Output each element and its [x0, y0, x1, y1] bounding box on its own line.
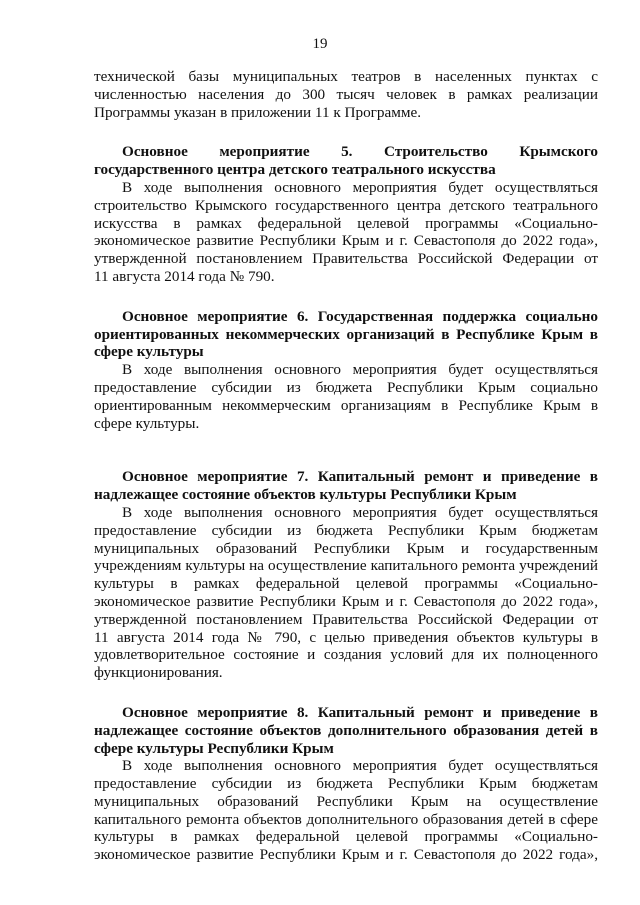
section-heading: [94, 308, 598, 361]
text-line: капитального ремонта объектов дополнительного образования детей в сфере: [94, 810, 598, 828]
text-line: В ходе выполнения основного мероприятия будет осуществляться: [122, 503, 598, 521]
text-line: Программы указан в приложении 11 к Программе.: [94, 103, 421, 121]
text-line: предоставление субсидии из бюджета Республики Крым социально: [94, 378, 598, 396]
text-line: культуры в рамках федеральной целевой программы «Социально-: [94, 828, 598, 846]
text-line: предоставление субсидии из бюджета Республики Крым бюджетам: [94, 521, 598, 539]
text-line: функционирования.: [94, 664, 223, 682]
heading-line: Основное мероприятие 8. Капитальный ремонт и приведение в: [122, 703, 598, 721]
heading-line: сфере культуры Республики Крым: [94, 739, 334, 757]
text-line: численностью населения до 300 тысяч человек в рамках реализации: [94, 85, 598, 103]
heading-line: ориентированных некоммерческих организаций в Республике Крым в: [94, 325, 598, 343]
section-6: [94, 308, 598, 433]
text-line: строительство Крымского государственного центра детского театрального: [94, 196, 598, 214]
text-line: утвержденной постановлением Правительства Российской Федерации от: [94, 610, 598, 628]
heading-line: надлежащее состояние объектов культуры Республики Крым: [94, 486, 517, 504]
section-8: [94, 704, 598, 864]
section-heading: [94, 468, 598, 504]
section-paragraph: [94, 757, 598, 864]
text-line: утвержденной постановлением Правительства Российской Федерации от: [94, 250, 598, 268]
section-heading: [94, 143, 598, 179]
heading-line: надлежащее состояние объектов дополнительного образования детей в: [94, 721, 598, 739]
text-line: культуры в рамках федеральной целевой программы «Социально-: [94, 575, 598, 593]
section-5: [94, 143, 598, 285]
text-line: муниципальных образований Республики Крым и государственным: [94, 539, 598, 557]
text-line: экономическое развитие Республики Крым и г. Севастополя до 2022 года»,: [94, 232, 598, 250]
text-line: удовлетворительное состояние и создания условий для их полноценного: [94, 646, 598, 664]
intro-paragraph: [94, 68, 598, 121]
text-line: предоставление субсидии из бюджета Республики Крым бюджетам: [94, 775, 598, 793]
section-paragraph: [94, 504, 598, 682]
heading-line: сфере культуры: [94, 343, 204, 361]
text-line: 11 августа 2014 года № 790, с целью приведения объектов культуры в: [94, 628, 598, 646]
text-line: 11 августа 2014 года № 790.: [94, 267, 275, 285]
text-line: экономическое развитие Республики Крым и г. Севастополя до 2022 года»,: [94, 846, 598, 864]
heading-line: Основное мероприятие 5. Строительство Крымского: [122, 143, 598, 161]
text-line: технической базы муниципальных театров в населенных пунктах с: [94, 68, 598, 85]
heading-line: Основное мероприятие 6. Государственная поддержка социально: [122, 307, 598, 325]
text-line: искусства в рамках федеральной целевой программы «Социально-: [94, 214, 598, 232]
heading-line: Основное мероприятие 7. Капитальный ремонт и приведение в: [122, 468, 598, 486]
document-body: [94, 68, 598, 864]
section-7: [94, 468, 598, 682]
section-paragraph: [94, 179, 598, 286]
text-line: учреждениям культуры на осуществление капитального ремонта учреждений: [94, 557, 598, 575]
heading-line: государственного центра детского театрального искусства: [94, 161, 496, 179]
text-line: сфере культуры.: [94, 414, 200, 432]
section-heading: [94, 704, 598, 757]
text-line: ориентированным некоммерческим организациям в Республике Крым в: [94, 396, 598, 414]
text-line: В ходе выполнения основного мероприятия будет осуществляться: [122, 757, 598, 775]
text-line: В ходе выполнения основного мероприятия будет осуществляться: [122, 361, 598, 379]
text-line: В ходе выполнения основного мероприятия будет осуществляться: [122, 178, 598, 196]
text-line: муниципальных образований Республики Крым на осуществление: [94, 792, 598, 810]
text-line: экономическое развитие Республики Крым и г. Севастополя до 2022 года»,: [94, 592, 598, 610]
page-number: 19: [312, 36, 328, 52]
section-paragraph: [94, 361, 598, 432]
